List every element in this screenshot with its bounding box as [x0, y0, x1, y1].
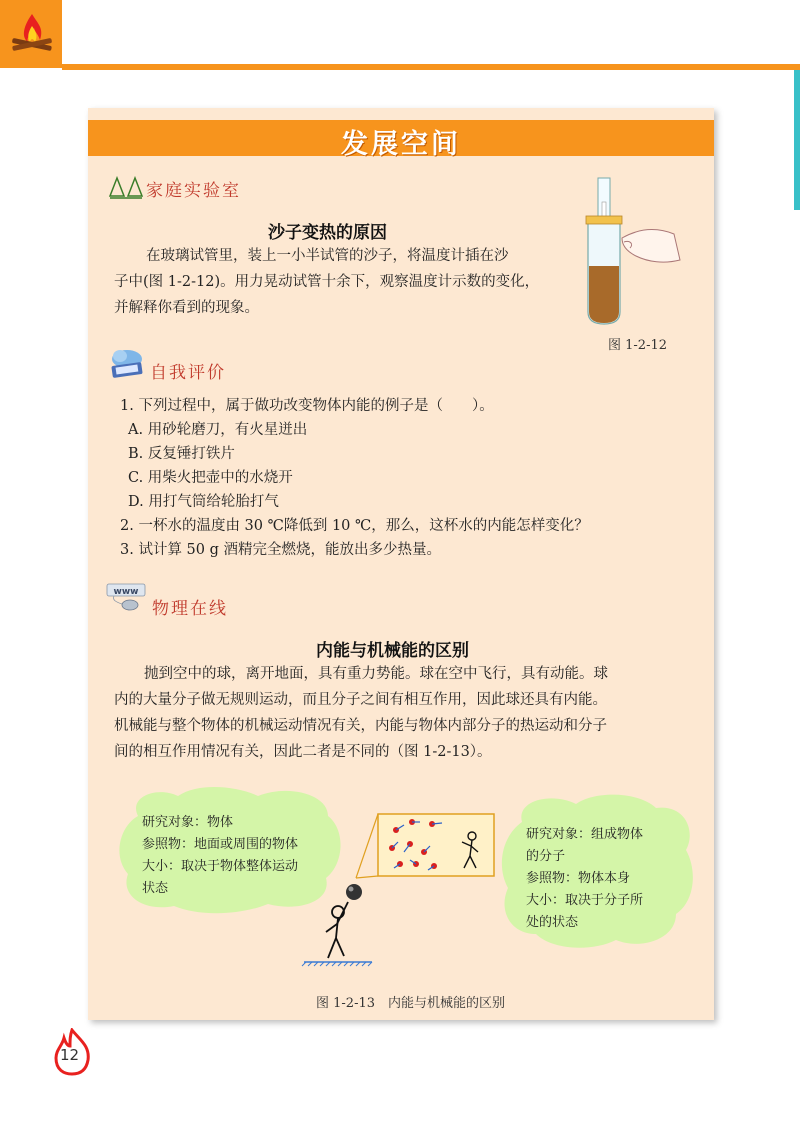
home-lab-line-2: 子中(图 1-2-12)。用力晃动试管十余下，观察温度计示数的变化， — [114, 274, 540, 290]
www-label: www — [113, 587, 139, 597]
figure-12-caption: 图 1-2-12 — [608, 338, 668, 353]
right-cloud-line-4: 大小：取决于分子所 — [526, 893, 644, 908]
left-cloud-line-3: 大小：取决于物体整体运动 — [142, 859, 299, 874]
header-orange-line — [62, 64, 800, 70]
stick-figure — [326, 902, 348, 958]
notebook-cloud-icon — [108, 348, 146, 380]
ball-and-molecules-diagram — [300, 808, 500, 968]
physics-online-line-3: 机械能与整个物体的机械运动情况有关，内能与物体内部分子的热运动和分子 — [114, 718, 607, 734]
figure-13-caption: 图 1-2-13 内能与机械能的区别 — [316, 996, 506, 1011]
physics-online-title: 内能与机械能的区别 — [316, 641, 469, 661]
balance-scale-icon — [108, 176, 144, 200]
left-cloud-line-2: 参照物：地面或周围的物体 — [142, 837, 299, 852]
section-label-self-eval: 自我评价 — [150, 363, 226, 383]
option-a: A. 用砂轮磨刀，有火星迸出 — [128, 422, 308, 438]
page-number: 12 — [60, 1046, 80, 1064]
option-c: C. 用柴火把壶中的水烧开 — [128, 470, 293, 486]
right-cloud-line-1: 研究对象：组成物体 — [526, 827, 644, 842]
page-edge-tab — [794, 70, 800, 210]
physics-online-line-2: 内的大量分子做无规则运动，而且分子之间有相互作用，因此球还具有内能。 — [114, 692, 607, 708]
title-banner — [88, 120, 714, 160]
question-2: 2. 一杯水的温度由 30 ℃降低到 10 ℃，那么，这杯水的内能怎样变化？ — [120, 518, 589, 534]
www-mouse-icon — [106, 582, 150, 612]
section-label-physics-online: 物理在线 — [152, 599, 228, 619]
question-1: 1. 下列过程中，属于做功改变物体内能的例子是（ ）。 — [120, 398, 494, 414]
home-lab-title: 沙子变热的原因 — [268, 223, 387, 243]
right-cloud-line-2: 的分子 — [526, 849, 566, 864]
campfire-icon — [8, 12, 56, 56]
option-d: D. 用打气筒给轮胎打气 — [128, 494, 279, 510]
left-cloud-line-1: 研究对象：物体 — [142, 815, 234, 830]
left-cloud-line-4: 状态 — [142, 881, 169, 896]
right-cloud-line-3: 参照物：物体本身 — [526, 871, 631, 886]
right-cloud-line-5: 处的状态 — [526, 915, 579, 930]
physics-online-line-1: 抛到空中的球，离开地面，具有重力势能。球在空中飞行，具有动能。球 — [144, 666, 608, 682]
test-tube-illustration — [574, 172, 684, 328]
physics-online-line-4: 间的相互作用情况有关，因此二者是不同的（图 1-2-13）。 — [114, 744, 492, 760]
question-3: 3. 试计算 50 g 酒精完全燃烧，能放出多少热量。 — [120, 542, 442, 558]
banner-title: 发展空间 — [341, 129, 461, 160]
section-label-home-lab: 家庭实验室 — [146, 181, 241, 201]
option-b: B. 反复锤打铁片 — [128, 446, 235, 462]
home-lab-line-3: 并解释你看到的现象。 — [114, 300, 259, 316]
home-lab-line-1: 在玻璃试管里，装上一小半试管的沙子，将温度计插在沙 — [146, 248, 509, 264]
